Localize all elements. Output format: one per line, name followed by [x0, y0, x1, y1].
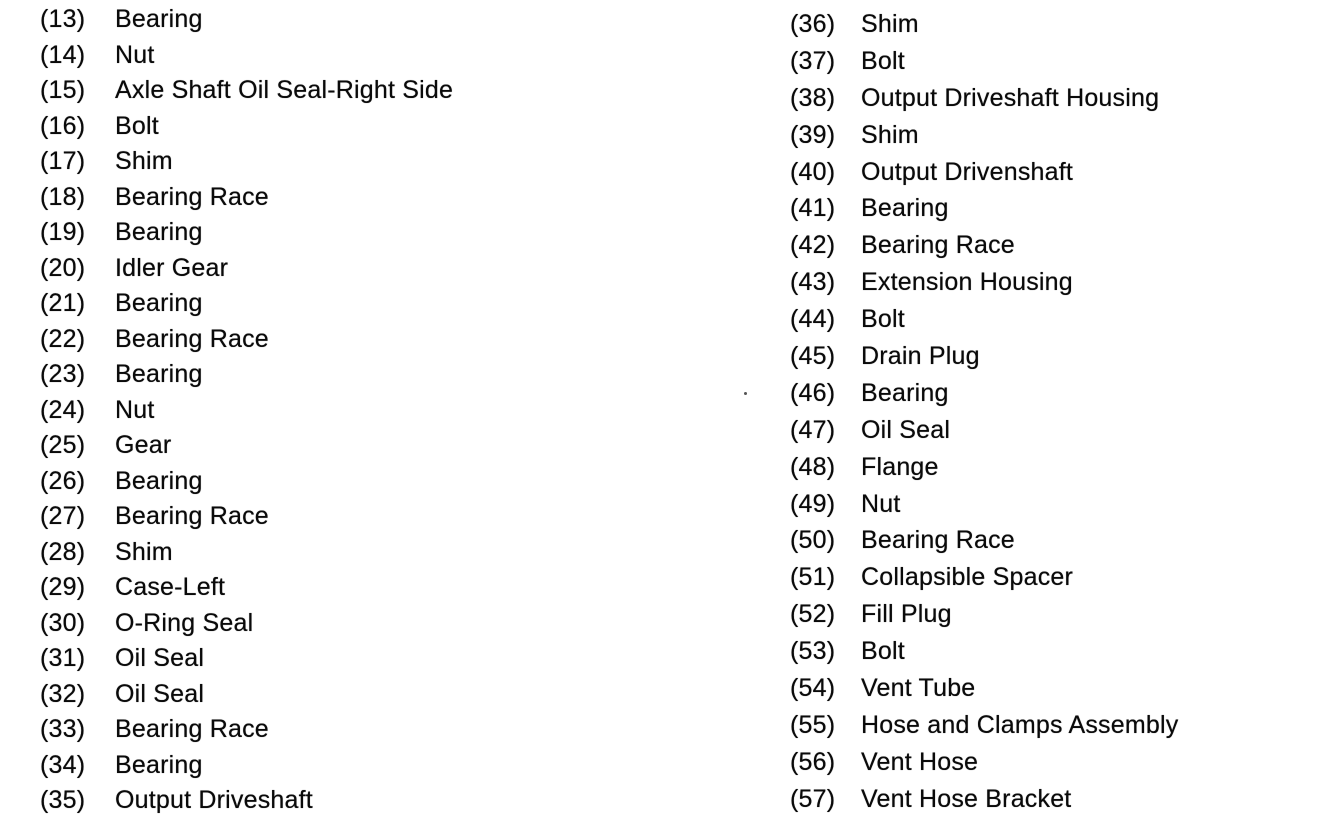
item-label: Bearing: [115, 5, 203, 34]
item-label: Shim: [115, 147, 173, 176]
item-label: Flange: [861, 452, 939, 481]
item-label: Vent Hose Bracket: [861, 784, 1072, 813]
item-number: (37): [790, 46, 836, 75]
item-label: Hose and Clamps Assembly: [861, 710, 1179, 739]
parts-list-item: [40, 677, 453, 713]
item-label: Shim: [115, 537, 173, 566]
item-number: (17): [40, 147, 86, 176]
parts-list-item: [40, 322, 453, 358]
item-number: (40): [790, 157, 836, 186]
parts-list-item: [40, 73, 453, 109]
item-label: Vent Hose: [861, 747, 979, 776]
item-number: (45): [790, 341, 836, 370]
parts-list-item: [790, 781, 1178, 818]
item-label: Fill Plug: [861, 600, 952, 629]
item-label: Bearing: [861, 194, 949, 223]
item-number: (49): [790, 489, 836, 518]
parts-list-item: [790, 264, 1178, 301]
item-label: Bearing: [861, 378, 949, 407]
parts-list-item: [40, 570, 453, 606]
item-number: (28): [40, 537, 86, 566]
item-label: Bearing: [115, 360, 203, 389]
item-label: Bearing Race: [861, 231, 1015, 260]
item-number: (36): [790, 9, 836, 38]
item-number: (23): [40, 360, 86, 389]
item-number: (43): [790, 268, 836, 297]
parts-list-item: [40, 286, 453, 322]
item-label: Idler Gear: [115, 253, 229, 282]
item-label: Vent Tube: [861, 673, 976, 702]
item-number: (34): [40, 750, 86, 779]
parts-list-item: [40, 2, 453, 38]
parts-list-item: [790, 154, 1178, 191]
parts-list-item: [40, 109, 453, 145]
item-label: Bolt: [115, 111, 159, 140]
item-number: (53): [790, 637, 836, 666]
item-number: (54): [790, 673, 836, 702]
parts-list-item: [40, 606, 453, 642]
item-number: (30): [40, 608, 86, 637]
item-number: (47): [790, 415, 836, 444]
item-number: (55): [790, 710, 836, 739]
item-label: Output Drivenshaft: [861, 157, 1074, 186]
item-number: (42): [790, 231, 836, 260]
parts-list-item: [790, 596, 1178, 633]
parts-list-item: [40, 38, 453, 74]
item-label: Oil Seal: [115, 679, 205, 708]
parts-column-right: [790, 6, 1178, 818]
parts-list-item: [790, 117, 1178, 154]
parts-list-item: [790, 633, 1178, 670]
item-label: Gear: [115, 431, 172, 460]
item-label: Shim: [861, 120, 919, 149]
item-number: (52): [790, 600, 836, 629]
item-number: (18): [40, 182, 86, 211]
parts-list-item: [790, 227, 1178, 264]
item-label: Axle Shaft Oil Seal-Right Side: [115, 76, 454, 105]
parts-list-item: [790, 80, 1178, 117]
parts-list-item: [40, 393, 453, 429]
item-label: Shim: [861, 9, 919, 38]
item-number: (41): [790, 194, 836, 223]
parts-list-item: [40, 712, 453, 748]
parts-list-item: [790, 559, 1178, 596]
parts-list-item: [790, 301, 1178, 338]
item-number: (15): [40, 76, 86, 105]
item-number: (33): [40, 715, 86, 744]
item-label: Output Driveshaft Housing: [861, 83, 1160, 112]
item-number: (20): [40, 253, 86, 282]
item-number: (56): [790, 747, 836, 776]
item-number: (16): [40, 111, 86, 140]
parts-list-item: [790, 486, 1178, 523]
parts-list-item: [40, 641, 453, 677]
item-number: (25): [40, 431, 86, 460]
parts-list-item: [40, 144, 453, 180]
item-number: (21): [40, 289, 86, 318]
item-number: (46): [790, 378, 836, 407]
parts-list-item: [790, 190, 1178, 227]
item-number: (51): [790, 563, 836, 592]
parts-list-item: [790, 375, 1178, 412]
item-label: Oil Seal: [115, 644, 205, 673]
parts-list-item: [40, 783, 453, 819]
item-number: (44): [790, 305, 836, 334]
item-number: (35): [40, 786, 86, 815]
parts-list-item: [40, 428, 453, 464]
item-label: Bearing Race: [861, 526, 1015, 555]
parts-list-item: [40, 748, 453, 784]
item-number: (39): [790, 120, 836, 149]
item-label: Nut: [115, 40, 155, 69]
parts-list-item: [40, 215, 453, 251]
item-label: Bearing: [115, 466, 203, 495]
parts-list-item: [40, 464, 453, 500]
parts-list-item: [40, 180, 453, 216]
item-number: (50): [790, 526, 836, 555]
item-number: (31): [40, 644, 86, 673]
item-label: Case-Left: [115, 573, 226, 602]
parts-list-item: [790, 744, 1178, 781]
item-number: (13): [40, 5, 86, 34]
item-number: (22): [40, 324, 86, 353]
item-number: (27): [40, 502, 86, 531]
parts-list-item: [790, 522, 1178, 559]
item-label: Bearing Race: [115, 324, 269, 353]
item-label: Bearing Race: [115, 502, 269, 531]
parts-list-item: [790, 43, 1178, 80]
item-label: Collapsible Spacer: [861, 563, 1074, 592]
parts-list-item: [790, 670, 1178, 707]
item-label: Nut: [115, 395, 155, 424]
item-label: Drain Plug: [861, 341, 980, 370]
item-label: Bearing: [115, 289, 203, 318]
item-label: Bolt: [861, 46, 905, 75]
item-label: Output Driveshaft: [115, 786, 313, 815]
item-number: (19): [40, 218, 86, 247]
item-number: (14): [40, 40, 86, 69]
scan-speck: [744, 392, 747, 395]
parts-list-item: [40, 357, 453, 393]
parts-list-item: [40, 499, 453, 535]
parts-list-item: [790, 412, 1178, 449]
item-number: (24): [40, 395, 86, 424]
item-number: (48): [790, 452, 836, 481]
item-label: O-Ring Seal: [115, 608, 254, 637]
parts-list-item: [790, 707, 1178, 744]
item-label: Nut: [861, 489, 901, 518]
item-label: Bolt: [861, 637, 905, 666]
parts-list-item: [40, 251, 453, 287]
item-number: (26): [40, 466, 86, 495]
item-label: Extension Housing: [861, 268, 1073, 297]
item-number: (32): [40, 679, 86, 708]
parts-list-item: [790, 338, 1178, 375]
item-number: (29): [40, 573, 86, 602]
item-number: (38): [790, 83, 836, 112]
item-number: (57): [790, 784, 836, 813]
item-label: Oil Seal: [861, 415, 951, 444]
parts-column-left: [40, 2, 453, 819]
item-label: Bearing: [115, 218, 203, 247]
parts-list-item: [40, 535, 453, 571]
item-label: Bearing Race: [115, 182, 269, 211]
parts-list-item: [790, 6, 1178, 43]
item-label: Bearing Race: [115, 715, 269, 744]
item-label: Bolt: [861, 305, 905, 334]
item-label: Bearing: [115, 750, 203, 779]
parts-list-item: [790, 449, 1178, 486]
